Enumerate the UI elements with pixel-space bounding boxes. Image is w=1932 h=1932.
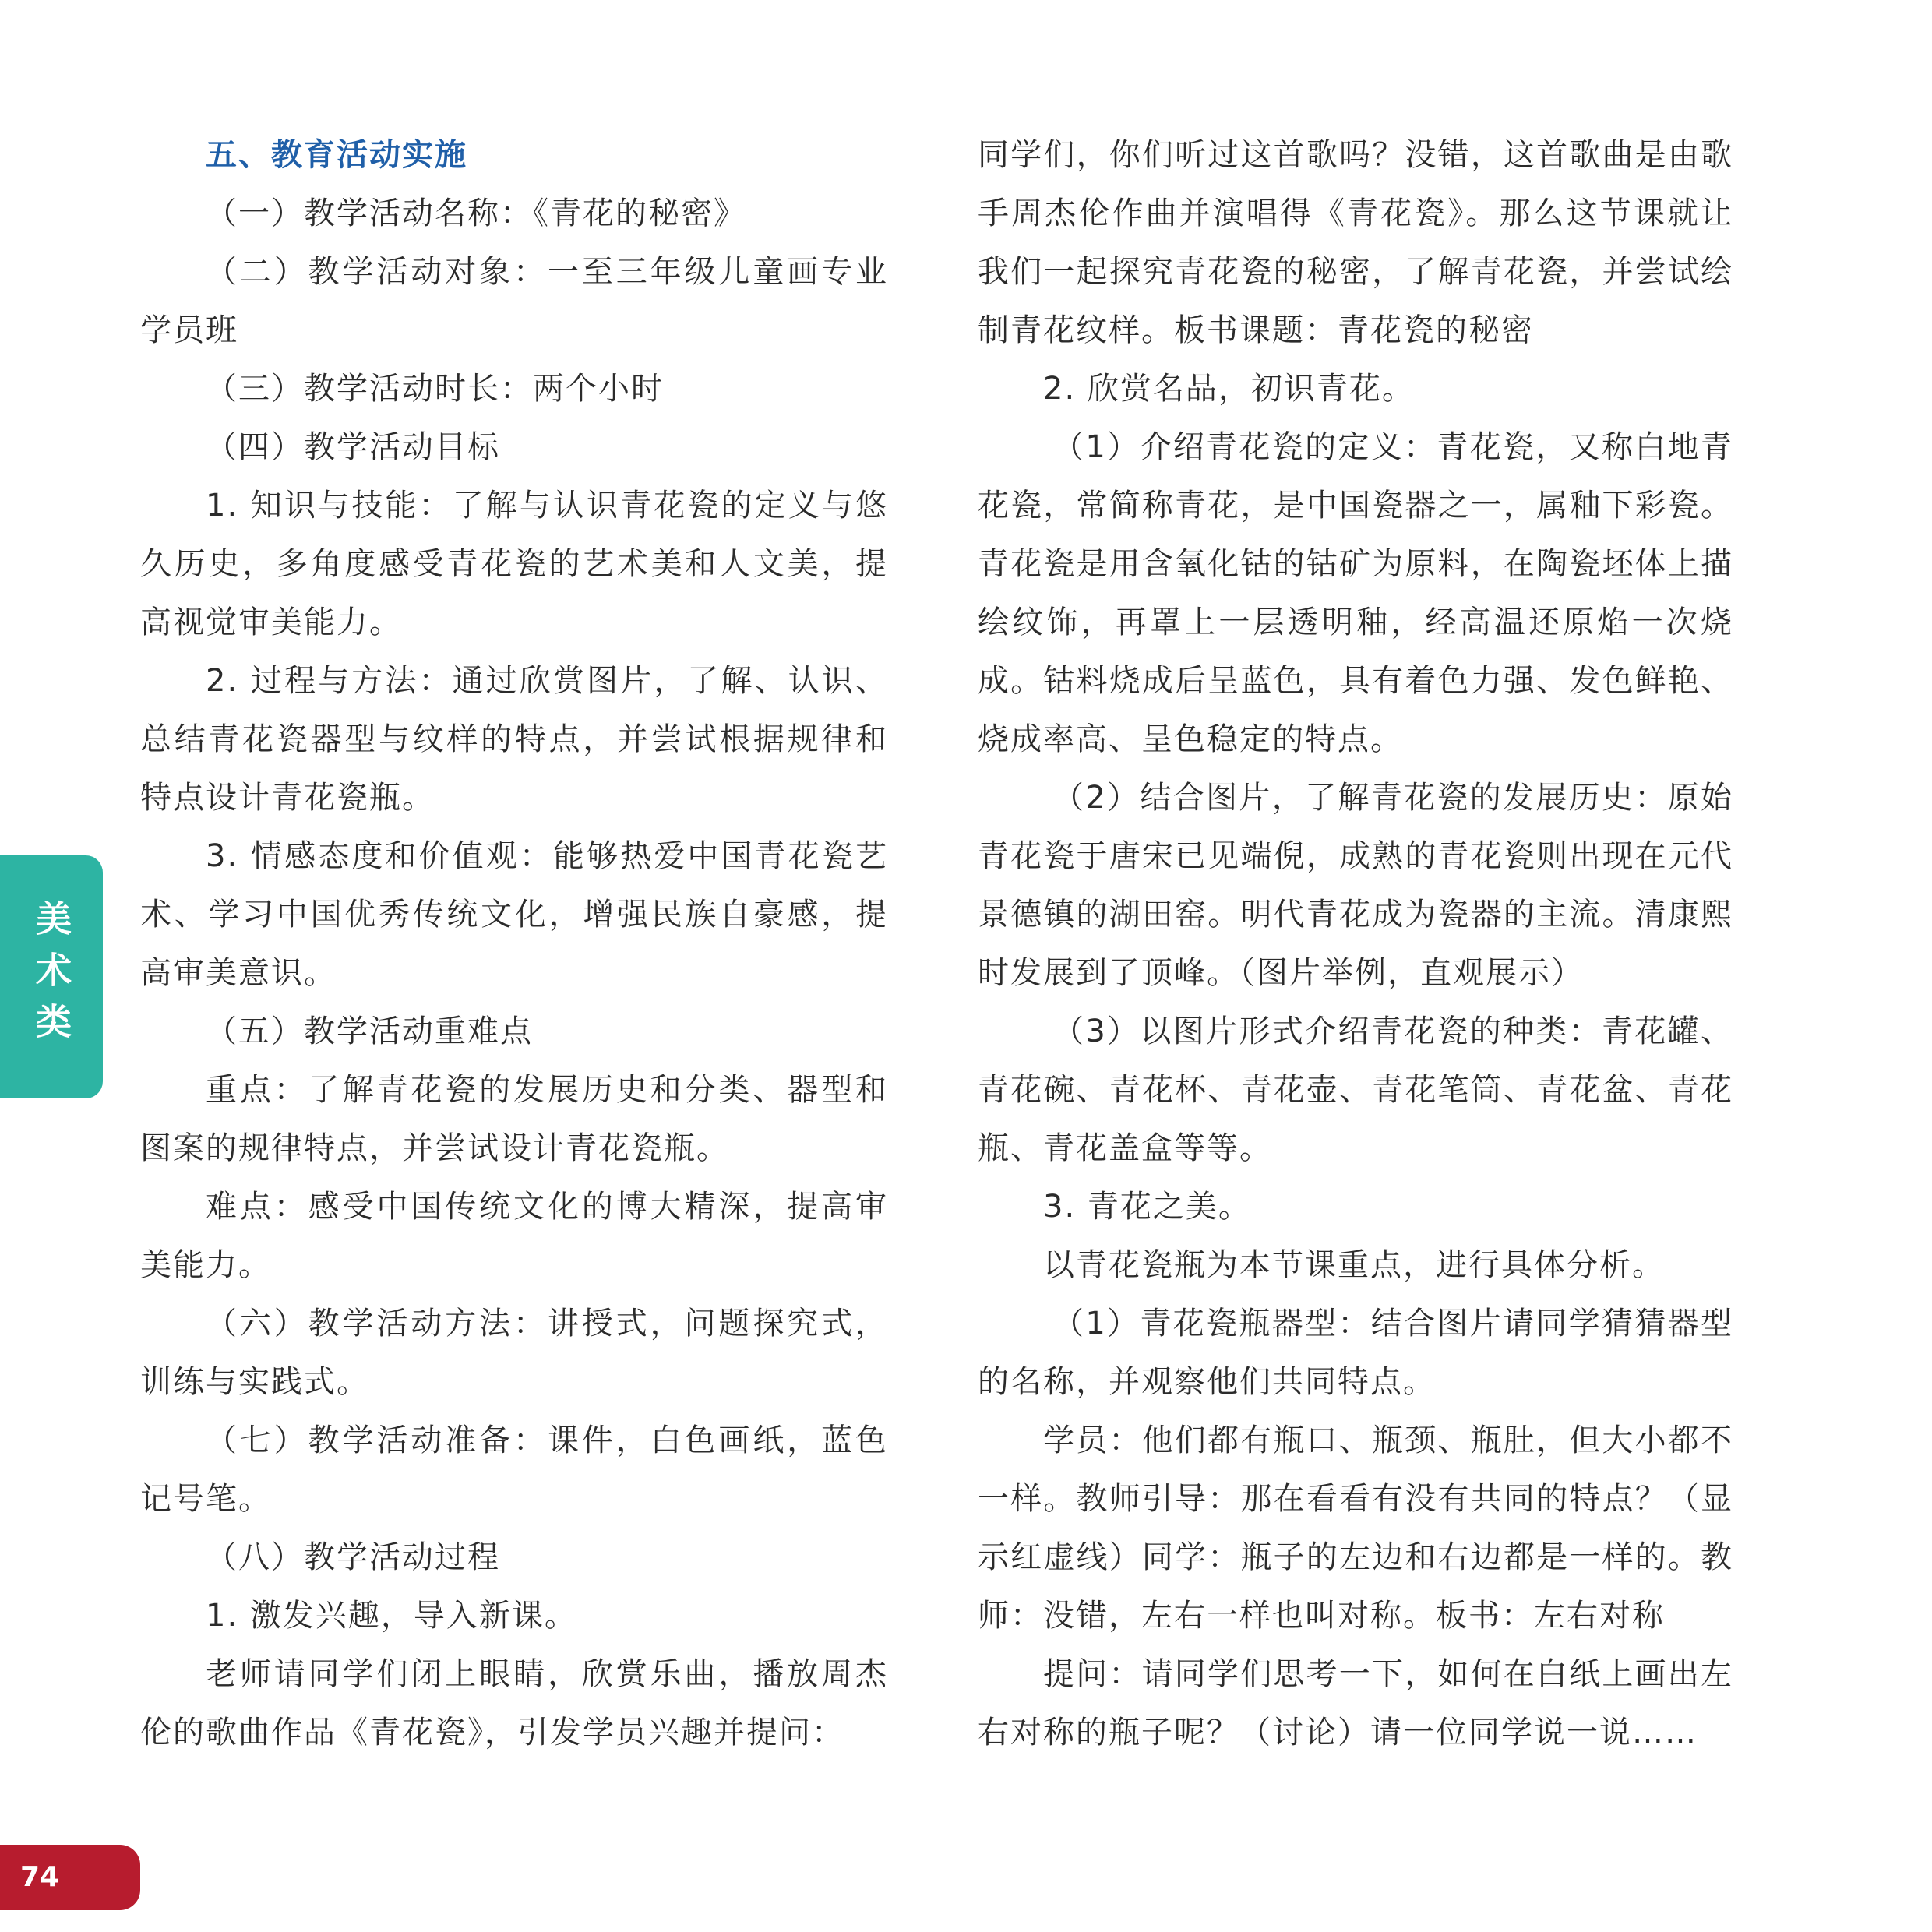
paragraph: 以青花瓷瓶为本节课重点，进行具体分析。 — [1043, 1247, 1665, 1283]
paragraph: 老师请同学们闭上眼睛，欣赏乐曲，播放周杰伦的歌曲作品《青花瓷》，引发学员兴趣并提问： — [140, 1656, 888, 1750]
paragraph: （2）结合图片，了解青花瓷的发展历史：原始青花瓷于唐宋已见端倪，成熟的青花瓷则出现在元代景德镇的湖田窑。明代青花成为瓷器的主流。清康熙时发展到了顶峰。（图片举例，直观展示） — [978, 780, 1733, 991]
paragraph: （六）教学活动方法：讲授式，问题探究式，训练与实践式。 — [140, 1306, 888, 1400]
paragraph: （1）介绍青花瓷的定义：青花瓷，又称白地青花瓷，常简称青花，是中国瓷器之一，属釉下彩瓷。青花瓷是用含氧化钴的钴矿为原料，在陶瓷坯体上描绘纹饰，再罩上一层透明釉，经高温还原焰一次烧成。钴料烧成后呈蓝色，具有着色力强、发色鲜艳、烧成率高、呈色稳定的特点。 — [978, 429, 1733, 757]
paragraph: （1）青花瓷瓶器型：结合图片请同学猜猜器型的名称，并观察他们共同特点。 — [978, 1306, 1733, 1400]
paragraph: 1. 知识与技能：了解与认识青花瓷的定义与悠久历史，多角度感受青花瓷的艺术美和人文美，提高视觉审美能力。 — [140, 488, 888, 640]
paragraph: 3. 情感态度和价值观：能够热爱中国青花瓷艺术、学习中国优秀传统文化，增强民族自豪感，提高审美意识。 — [140, 838, 888, 991]
section-heading: 五、教育活动实施 — [206, 137, 467, 173]
paragraph: 提问：请同学们思考一下，如何在白纸上画出左右对称的瓶子呢？（讨论）请一位同学说一说…… — [978, 1656, 1733, 1750]
paragraph: （四）教学活动目标 — [206, 429, 500, 465]
paragraph: （3）以图片形式介绍青花瓷的种类：青花罐、青花碗、青花杯、青花壶、青花笔筒、青花盆、青花瓶、青花盖盒等等。 — [978, 1014, 1733, 1166]
paragraph: 同学们，你们听过这首歌吗？没错，这首歌曲是由歌手周杰伦作曲并演唱得《青花瓷》。那么这节课就让我们一起探究青花瓷的秘密，了解青花瓷，并尝试绘制青花纹样。板书课题：青花瓷的秘密 — [978, 137, 1733, 348]
paragraph: （二）教学活动对象：一至三年级儿童画专业学员班 — [140, 254, 888, 348]
paragraph: （八）教学活动过程 — [206, 1539, 500, 1575]
paragraph: 3. 青花之美。 — [1043, 1189, 1251, 1225]
paragraph: 难点：感受中国传统文化的博大精深，提高审美能力。 — [140, 1189, 888, 1283]
paragraph: 学员：他们都有瓶口、瓶颈、瓶肚，但大小都不一样。教师引导：那在看看有没有共同的特点？（显示红虚线）同学：瓶子的左边和右边都是一样的。教师：没错，左右一样也叫对称。板书：左右对称 — [978, 1423, 1733, 1634]
paragraph: （三）教学活动时长：两个小时 — [206, 371, 664, 407]
right-column — [978, 126, 1733, 1762]
paragraph: 2. 过程与方法：通过欣赏图片，了解、认识、总结青花瓷器型与纹样的特点，并尝试根据规律和特点设计青花瓷瓶。 — [140, 663, 888, 816]
paragraph: 重点：了解青花瓷的发展历史和分类、器型和图案的规律特点，并尝试设计青花瓷瓶。 — [140, 1072, 888, 1166]
category-side-tab — [0, 855, 103, 1098]
paragraph: （五）教学活动重难点 — [206, 1014, 533, 1049]
page-number: 74 — [20, 1861, 60, 1893]
page-number-badge — [0, 1845, 140, 1910]
left-column — [140, 126, 888, 1762]
paragraph: （一）教学活动名称：《青花的秘密》 — [206, 196, 746, 231]
paragraph: 2. 欣赏名品，初识青花。 — [1043, 371, 1415, 407]
paragraph: 1. 激发兴趣，导入新课。 — [206, 1598, 577, 1634]
category-label: 美术类 — [30, 900, 72, 1054]
paragraph: （七）教学活动准备：课件，白色画纸，蓝色记号笔。 — [140, 1423, 888, 1517]
